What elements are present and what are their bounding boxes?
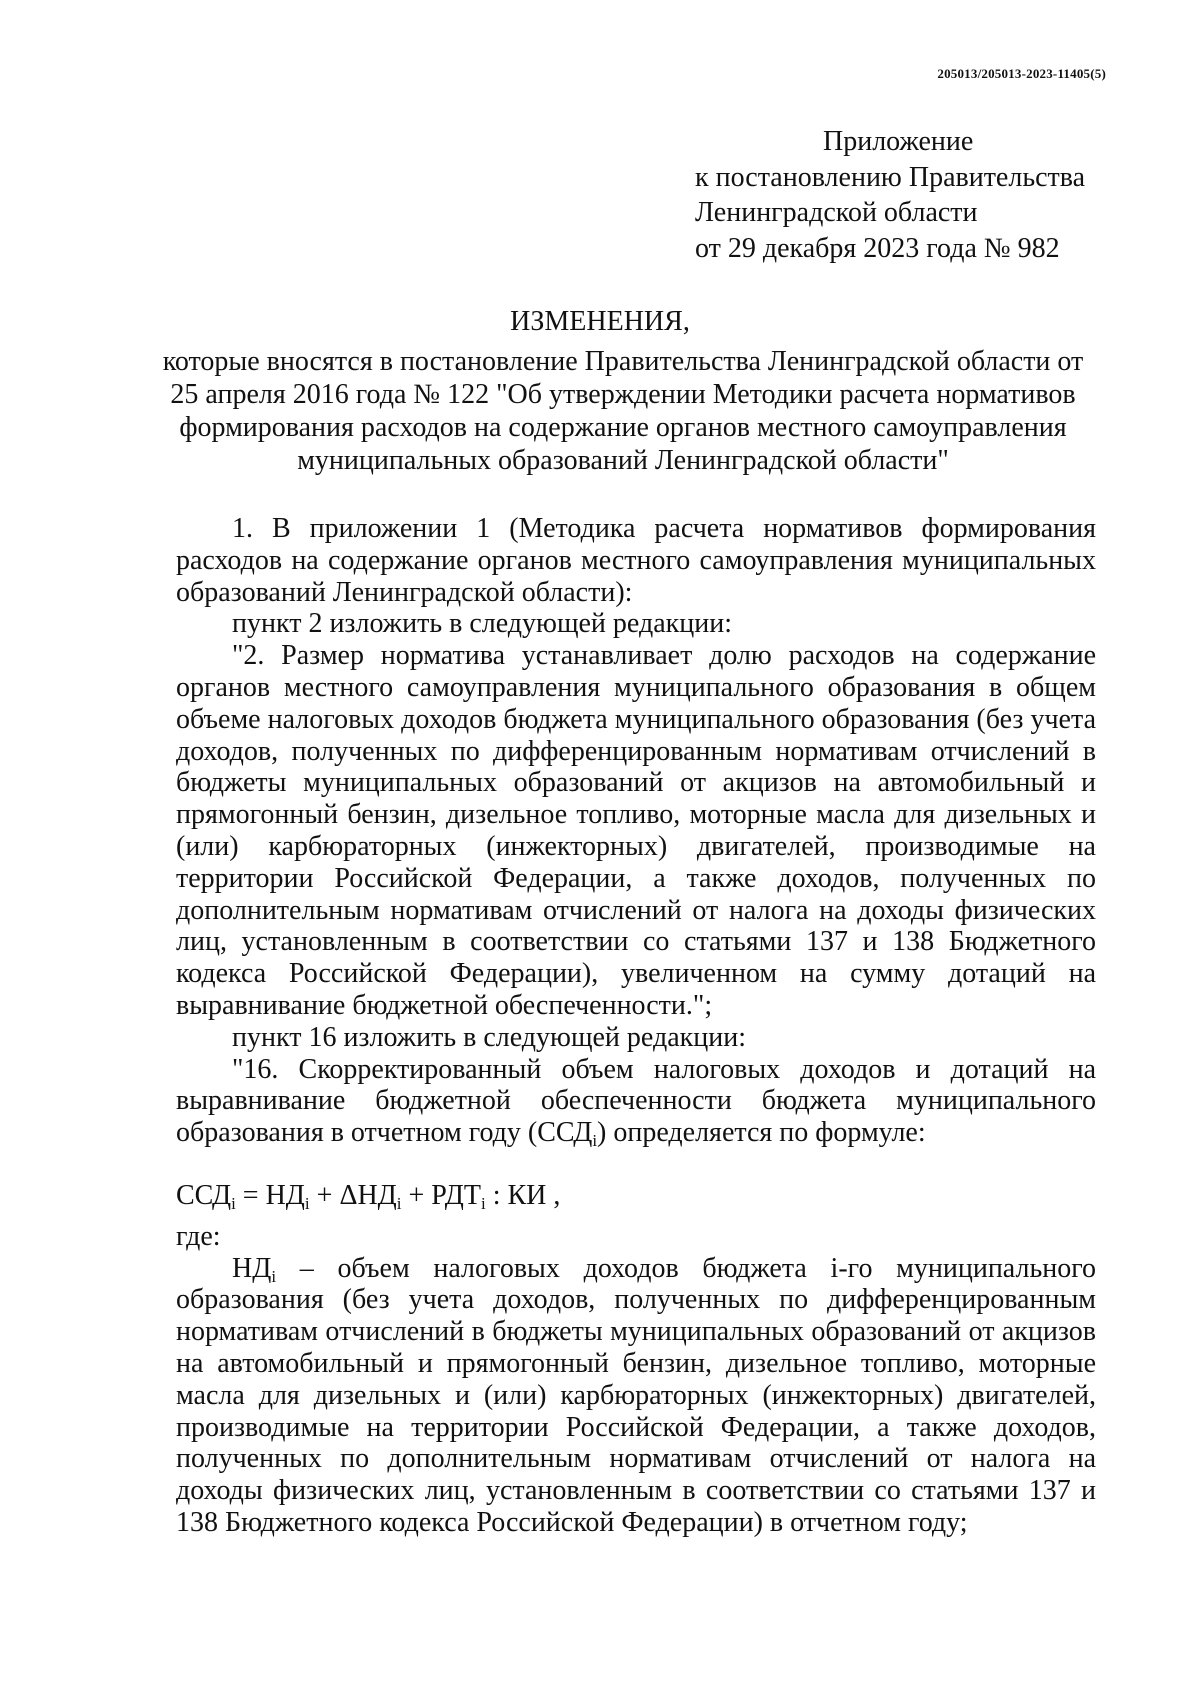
formula — [176, 1180, 1096, 1212]
appendix-line-4: от 29 декабря 2023 года № 982 — [695, 232, 1060, 264]
paragraph-5-end: ) определяется по формуле: — [597, 1117, 926, 1149]
paragraph-6-text: – объем налоговых доходов бюджета i-го муниципального образования (без учета доходов, полученных по дифференцированным нормативам отчислений в бюджеты муниципальных образований от акцизов на автомобильный и прямогонный бензин, дизельное топливо, моторные масла для дизельных и (или) карбюраторных (инжекторных) двигателей, производимые на территории Российской Федерации, а также доходов, полученных по дополнительным нормативам отчислений от налога на доходы физических лиц, установленным в соответствии со статьями 137 и 138 Бюджетного кодекса Российской Федерации) в отчетном году; — [176, 1252, 1096, 1538]
appendix-line-1: Приложение — [823, 126, 974, 157]
formula-sub-1: i — [231, 1193, 236, 1213]
document-title: ИЗМЕНЕНИЯ, — [510, 306, 690, 337]
formula-plus-1: + ΔНД — [309, 1179, 397, 1211]
where-label: где: — [176, 1220, 221, 1252]
appendix-line-2: к постановлению Правительства — [695, 161, 1086, 193]
document-body — [176, 513, 1096, 1539]
paragraph-3: "2. Размер норматива устанавливает долю расходов на содержание органов местного самоуправления муниципального образования в общем объеме налоговых доходов бюджета муниципального образования (без учета доходов, полученных по дифференцированным нормативам отчислений в бюджеты муниципальных образований от акцизов на автомобильный и прямогонный бензин, дизельное топливо, моторные масла для дизельных и (или) карбюраторных (инжекторных) двигателей, производимые на территории Российской Федерации, а также доходов, полученных по дополнительным нормативам отчислений от налога на доходы физических лиц, установленным в соответствии со статьями 137 и 138 Бюджетного кодекса Российской Федерации), увеличенном на сумму дотаций на выравнивание бюджетной обеспеченности."; — [176, 640, 1096, 1021]
paragraph-6-sub: i — [271, 1266, 277, 1286]
formula-sub-3: i — [396, 1193, 402, 1213]
document-subtitle: которые вносятся в постановление Правительства Ленинградской области от 25 апреля 2016 года № 122 "Об утверждении Методики расчета нормативов формирования расходов на содержание органов местного самоуправления муниципальных образований Ленинградской области" — [162, 346, 1084, 476]
paragraph-6-lead: НД — [232, 1252, 272, 1284]
appendix-line-3: Ленинградской области — [695, 197, 978, 228]
paragraph-5-text: "16. Скорректированный объем налоговых доходов и дотаций на выравнивание бюджетной обеспеченности бюджета муниципального образования в отчетном году (ССД — [176, 1053, 1096, 1149]
formula-ssd: ССД — [176, 1179, 232, 1211]
paragraph-1: 1. В приложении 1 (Методика расчета нормативов формирования расходов на содержание органов местного самоуправления муниципальных образований Ленинградской области): — [176, 513, 1096, 608]
formula-tail: : КИ , — [485, 1179, 561, 1211]
subscript-i: i — [592, 1131, 598, 1151]
paragraph-6 — [176, 1253, 1096, 1539]
document-code: 205013/205013-2023-11405(5) — [937, 66, 1106, 81]
appendix-block — [695, 124, 1085, 266]
paragraph-5 — [176, 1054, 1096, 1149]
paragraph-2: пункт 2 изложить в следующей редакции: — [232, 608, 732, 640]
paragraph-4: пункт 16 изложить в следующей редакции: — [232, 1021, 746, 1053]
formula-sub-2: i — [304, 1193, 310, 1213]
formula-sub-4: i — [480, 1193, 486, 1213]
formula-plus-2: + РДТ — [401, 1179, 481, 1211]
formula-eq: = НД — [235, 1179, 305, 1211]
